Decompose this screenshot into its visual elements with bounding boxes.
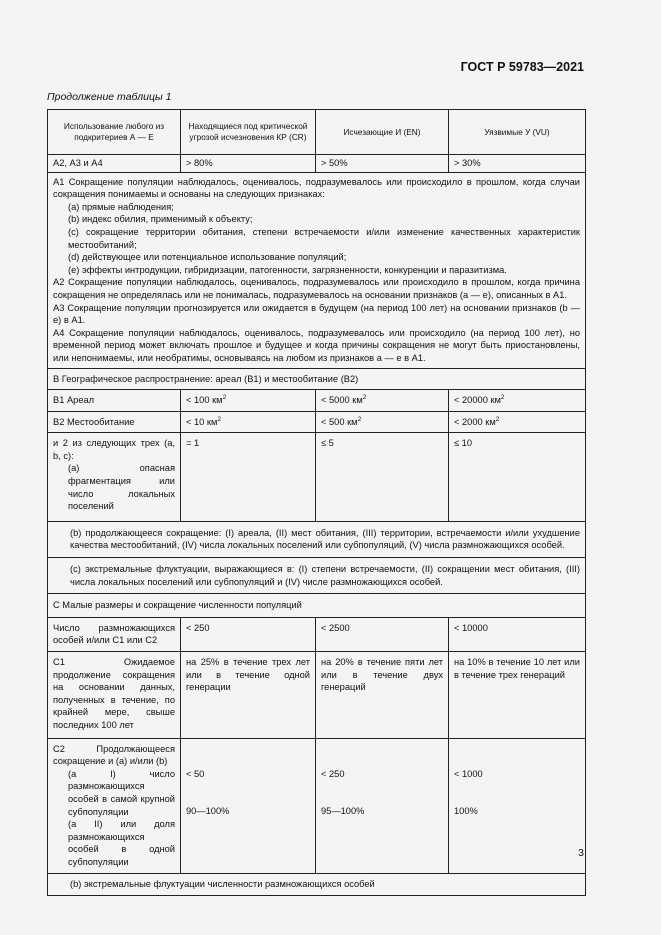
row-label: В2 Местообитание [48,411,181,433]
cell-cr: = 1 [181,433,316,522]
table-row [48,873,586,896]
a3-text: А3 Сокращение популяции прогнозируется или ожидается в будущем (на период 100 лет) на основании признаков (b — e) в А1. [53,302,580,326]
cell-vu [449,738,586,873]
b3-label: и 2 из следующих трех (a, b, c): [53,438,175,461]
cell-cr: < 250 [181,617,316,651]
list-item: (d) действующее или потенциальное использование популяций; [68,252,347,263]
b4-text: (b) продолжающееся сокращение: (I) ареала, (II) мест обитания, (III) территории, встречаемости и/или ухудшение качества местообитаний, (IV) числа локальных поселений или субпопуляций, (V) числа размножающихся особей. [48,521,586,557]
column-header: Уязвимые У (VU) [449,110,586,155]
cell-vu: > 30% [449,155,586,173]
cell-en: < 500 $км^2$ [316,411,449,433]
list-item: (b) индекс обилия, применимый к объекту; [68,214,253,225]
a4-text: А4 Сокращение популяции наблюдалось, оценивалось, подразумевалось или происходило (на период 100 лет), но временной период может включать прошлое и будущее и когда причины сокращения не могут быть приостановлены, или непонимаемы, или необратимы, основываясь на любом из признаков a — e в А1. [53,327,580,363]
column-header: Исчезающие И (EN) [316,110,449,155]
cell-en: < 2500 [316,617,449,651]
cell-cr: < 10 $км^2$ [181,411,316,433]
cell-en: ≤ 5 [316,433,449,522]
section-title-row [48,368,586,390]
c2-label: С2 Продолжающееся сокращение и (a) и/или (b) [53,743,175,767]
table-row [48,558,586,594]
a2-text: А2 Сокращение популяции наблюдалось, оценивалось, подразумевалось или происходило в прошлом, когда причина сокращения не определялась или не понималась, подразумевалось на основании признаков (a — e), описанных в А1. [53,277,580,300]
table-row [48,172,586,368]
cell-vu: < 20000 $км^2$ [449,390,586,412]
list-item: (a) прямые наблюдения; [68,201,174,212]
list-item: (c) сокращение территории обитания, степени встречаемости и/или изменение качественных характеристик местообитаний; [68,226,580,250]
cell-vu: < 10000 [449,617,586,651]
row-label: С1 Ожидаемое продолжение сокращения на основании данных, полученных в течение, по крайней мере, свыше последних 100 лет [48,652,181,739]
cell-cr: < 100 $км^2$ [181,390,316,412]
page-number: 3 [578,847,584,859]
column-header: Находящиеся под критической угрозой исчезновения КР (CR) [181,110,316,155]
row-label: А2, А3 и А4 [48,155,181,173]
table-row [48,390,586,412]
cell-vu: < 2000 $км^2$ [449,411,586,433]
cell-en: на 20% в течение пяти лет или в течение двух генераций [316,652,449,739]
c2-vu-value-2: 100% [454,806,478,817]
table-row [48,652,586,739]
c3-text: (b) экстремальные флуктуации численности размножающихся особей [48,873,586,896]
cell-en: > 50% [316,155,449,173]
c2-en-value-1: < 250 [321,768,345,779]
c2-cr-value-2: 90—100% [186,806,230,817]
cell-cr [181,738,316,873]
c2-sub-a1: (a I) число размножающихся особей в самой крупной субпопуляции [68,768,175,817]
table-row [48,617,586,651]
cell-en [316,738,449,873]
section-b-title: В Географическое распространение: ареал (В1) и местообитание (В2) [48,368,586,390]
cell-cr: > 80% [181,155,316,173]
b5-text: (c) экстремальные флуктуации, выражающиеся в: (I) степени встречаемости, (II) сокращении мест обитания, (III) числа локальных поселений или субпопуляций и (IV) числе размножающихся особей. [48,558,586,594]
list-item: (e) эффекты интродукции, гибридизации, патогенности, загрязненности, конкуренции и паразитизма. [68,264,507,275]
b3-sub-label: (a) опасная фрагментация или число локальных поселений [68,463,175,512]
table-row [48,738,586,873]
table-caption: Продолжение таблицы 1 [47,91,172,103]
c2-cr-value-1: < 50 [186,768,205,779]
row-label: Число размножающихся особей и/или С1 или С2 [48,617,181,651]
criterion-a-description [48,172,586,368]
cell-en: < 5000 $км^2$ [316,390,449,412]
table-row [48,521,586,557]
section-title-row [48,594,586,618]
cell-cr: на 25% в течение трех лет или в течение одной генерации [181,652,316,739]
c2-en-value-2: 95—100% [321,806,365,817]
cell-vu: ≤ 10 [449,433,586,522]
a1-text: А1 Сокращение популяции наблюдалось, оценивалось, подразумевалось или происходило в прошлом, когда случаи сокращения понимаемы и основаны на следующих признаках: [53,176,580,200]
table-row [48,433,586,522]
table-row [48,411,586,433]
row-label [48,433,181,522]
column-header: Использование любого из подкритериев А — Е [48,110,181,155]
row-label [48,738,181,873]
section-c-title: С Малые размеры и сокращение численности популяций [48,594,586,618]
table-row [48,155,586,173]
c2-vu-value-1: < 1000 [454,768,483,779]
c2-sub-a2: (a II) или доля размножающихся особей в одной субпопуляции [68,819,175,867]
criteria-table [47,109,586,896]
cell-vu: на 10% в течение 10 лет или в течение трех генераций [449,652,586,739]
row-label: В1 Ареал [48,390,181,412]
table-header-row [48,110,586,155]
document-number: ГОСТ Р 59783—2021 [460,60,584,74]
